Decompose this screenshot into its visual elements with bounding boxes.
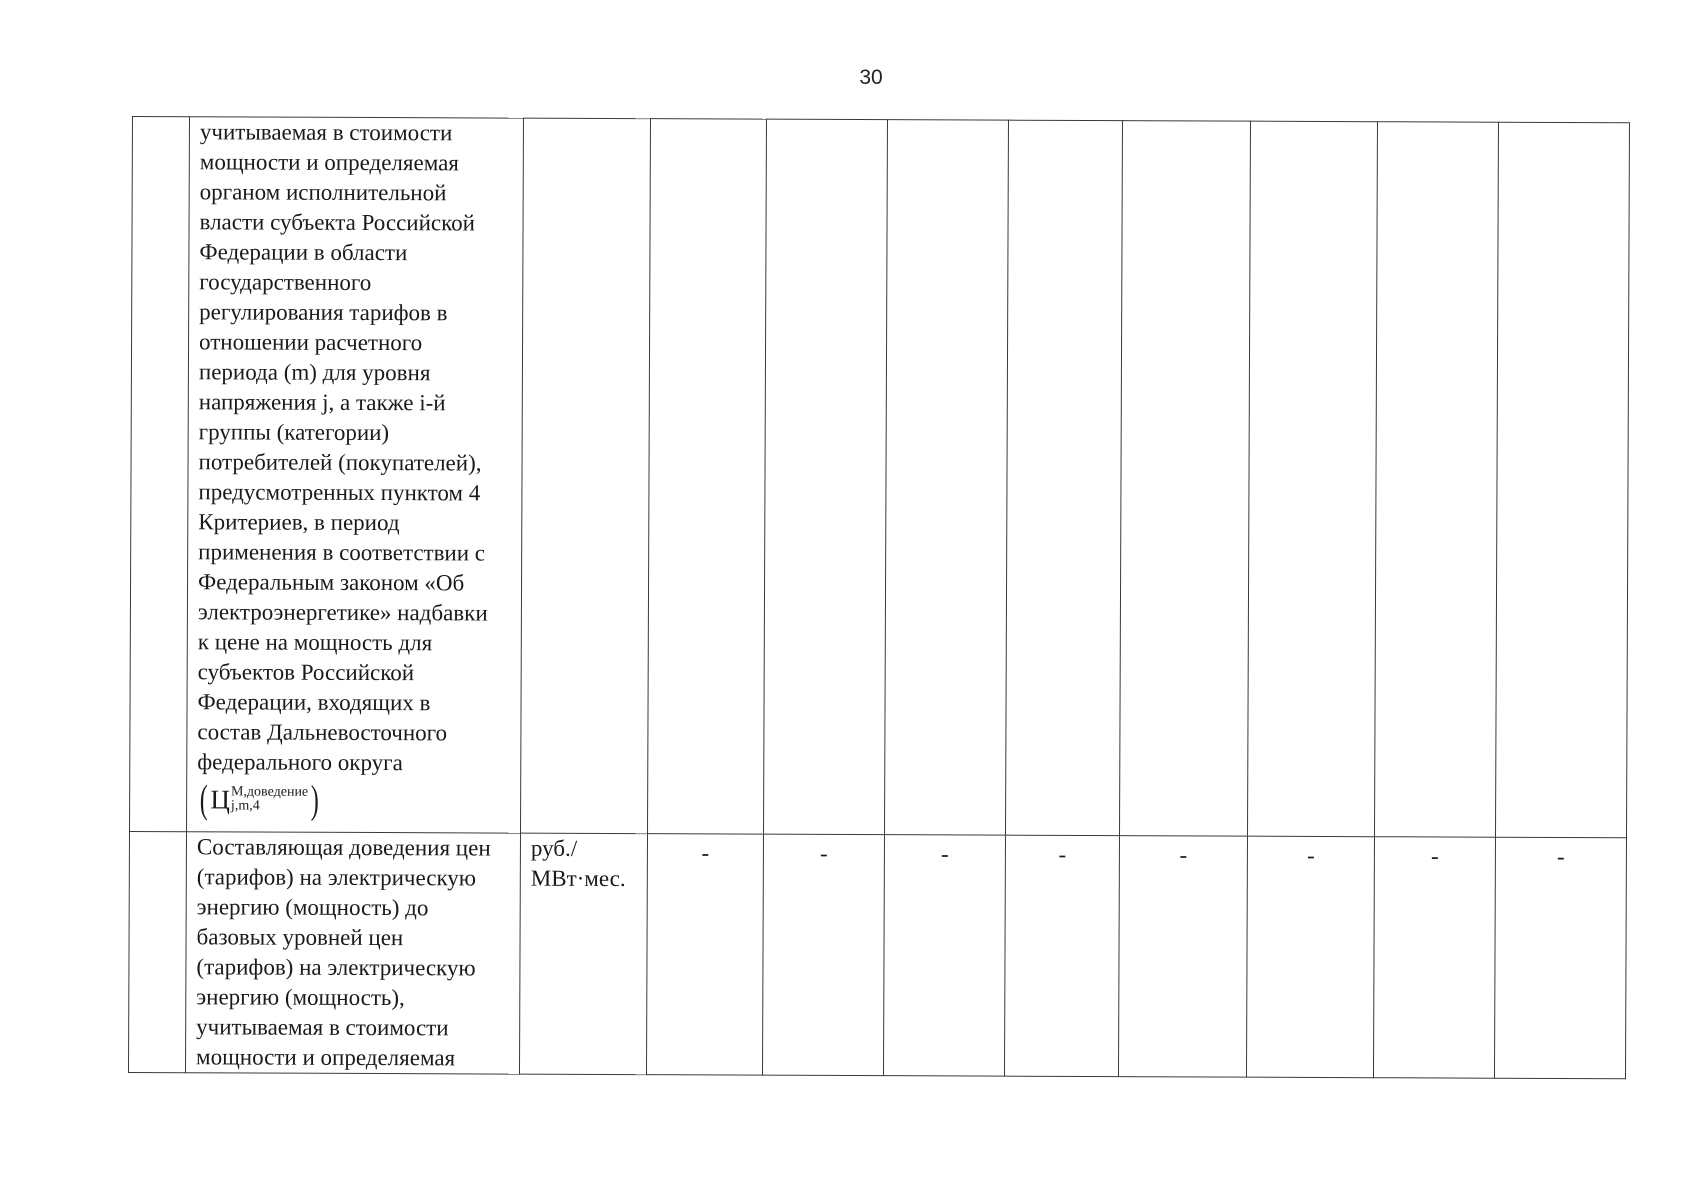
value-cell: - bbox=[1494, 837, 1626, 1079]
value-cell bbox=[763, 119, 887, 835]
formula-subscript: j,m,4 bbox=[230, 798, 260, 814]
tariff-table bbox=[128, 116, 1630, 1079]
description-cell: Составляющая доведения цен (тарифов) на электрическую энергию (мощность) до базовых уровней цен (тарифов) на электрическую энергию (мощность), учитываемая в стоимости мощности и определяемая bbox=[185, 832, 520, 1074]
row-number-cell bbox=[128, 831, 186, 1072]
value-cell: - bbox=[646, 834, 763, 1075]
formula: ( Ц М,доведение j,m,4 ) bbox=[199, 776, 319, 822]
description-cell bbox=[187, 117, 524, 833]
value-cell bbox=[647, 119, 766, 834]
value-cell: - bbox=[1118, 836, 1247, 1078]
unit-cell: руб./ МВт·мес. bbox=[519, 833, 647, 1075]
document-table-wrapper bbox=[128, 116, 1629, 1076]
table-row bbox=[128, 831, 1626, 1078]
value-cell: - bbox=[762, 834, 884, 1076]
value-cell: - bbox=[883, 835, 1005, 1077]
row-number-cell bbox=[130, 117, 190, 832]
formula-symbol: Ц bbox=[210, 784, 231, 815]
value-cell bbox=[884, 120, 1008, 836]
value-cell: - bbox=[1373, 837, 1495, 1079]
table-row bbox=[130, 117, 1630, 838]
unit-cell bbox=[520, 118, 650, 834]
value-cell bbox=[1247, 121, 1377, 837]
value-cell: - bbox=[1246, 836, 1374, 1078]
value-cell bbox=[1119, 121, 1250, 837]
value-cell bbox=[1495, 122, 1629, 838]
value-cell bbox=[1005, 120, 1122, 835]
formula-superscript: М,доведение bbox=[230, 784, 309, 800]
value-cell: - bbox=[1004, 835, 1119, 1076]
value-cell bbox=[1374, 122, 1498, 838]
description-text: учитываемая в стоимости мощности и определяемая органом исполнительной власти субъекта Российской Федерации в области государственного регулирования тарифов в отношении расчетного периода (m) для уровня напряжения j, а также i-й группы (категории) потребителей (покупателей), предусмотренных пунктом 4 Критериев, в период применения в соответствии с Федеральным законом «Об электроэнергетике» надбавки к цене на мощность для субъектов Российской Федерации, входящих в состав Дальневосточного федерального округа bbox=[197, 119, 488, 776]
page-number: 30 bbox=[859, 66, 883, 89]
